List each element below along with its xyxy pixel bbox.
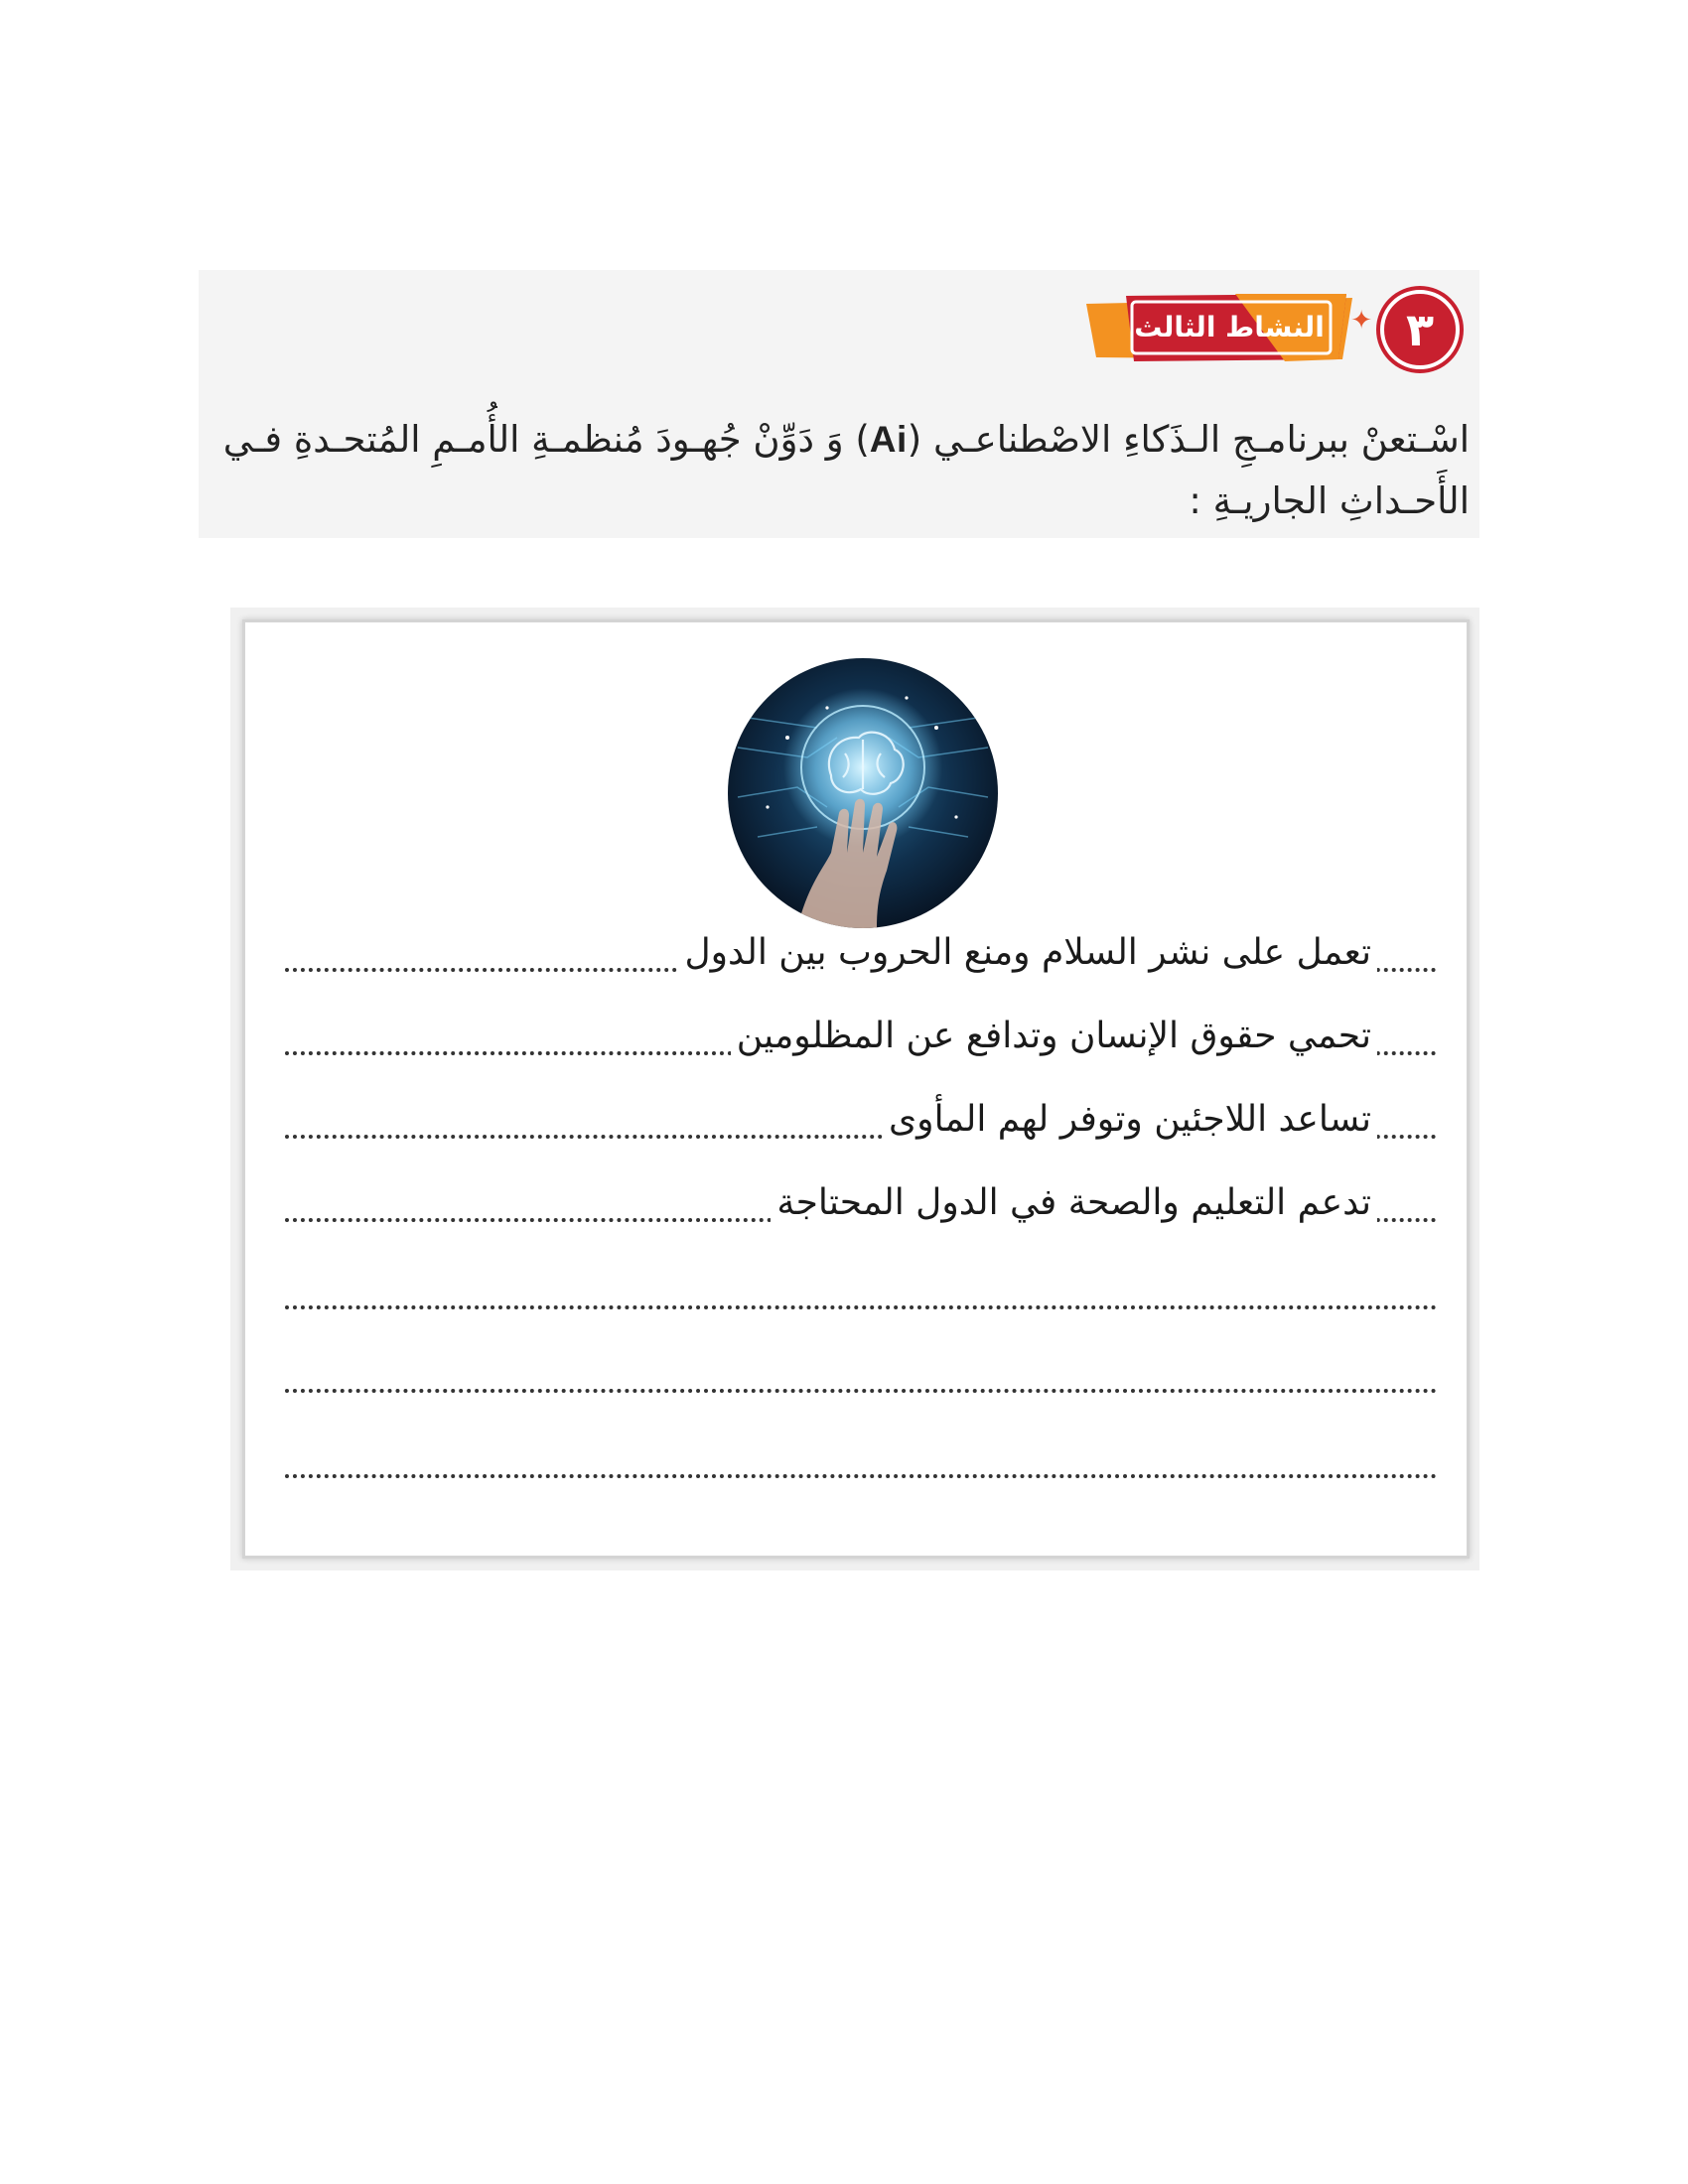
answer-line-6[interactable] <box>285 1341 1437 1401</box>
answer-frame <box>230 608 1479 1570</box>
answer-line-4[interactable] <box>285 1170 1437 1230</box>
dotted-line <box>285 1474 1437 1478</box>
dotted-line <box>285 1389 1437 1393</box>
activity-number: ٣ <box>1380 290 1460 369</box>
answer-box <box>242 619 1470 1559</box>
activity-instruction <box>218 409 1470 532</box>
answer-text-1: تعمل على نشر السلام ومنع الحروب بين الدول <box>678 928 1377 978</box>
answer-line-1[interactable] <box>285 920 1437 980</box>
dotted-line <box>285 1305 1437 1309</box>
activity-badge <box>1086 290 1352 365</box>
ai-brain-hand-icon <box>728 658 998 928</box>
answer-text-4: تدعم التعليم والصحة في الدول المحتاجة <box>771 1178 1377 1228</box>
answer-line-3[interactable] <box>285 1087 1437 1147</box>
answer-line-7[interactable] <box>285 1427 1437 1486</box>
answer-text-2: تحمي حقوق الإنسان وتدافع عن المظلومين <box>731 1012 1377 1061</box>
instruction-text-part1: اسْـتعنْ ببرنامـجِ الـذَكاءِ الاصْطناعـي ( <box>907 418 1470 461</box>
instruction-text-part2: ) وَ دَوِّنْ جُهـودَ مُنظمـةِ الأُمـمِ المُتحـدةِ فـي الأَحـداثِ الجاريـةِ : <box>222 418 1470 522</box>
answer-text-3: تساعد اللاجئين وتوفر لهم المأوى <box>883 1095 1377 1145</box>
activity-header <box>199 270 1479 538</box>
sparkle-icon: ✦ <box>1350 306 1372 336</box>
answer-line-2[interactable] <box>285 1004 1437 1063</box>
badge-label: النشاط الثالث <box>1134 311 1325 343</box>
answer-line-5[interactable] <box>285 1258 1437 1317</box>
ai-tag: Ai <box>869 419 908 460</box>
